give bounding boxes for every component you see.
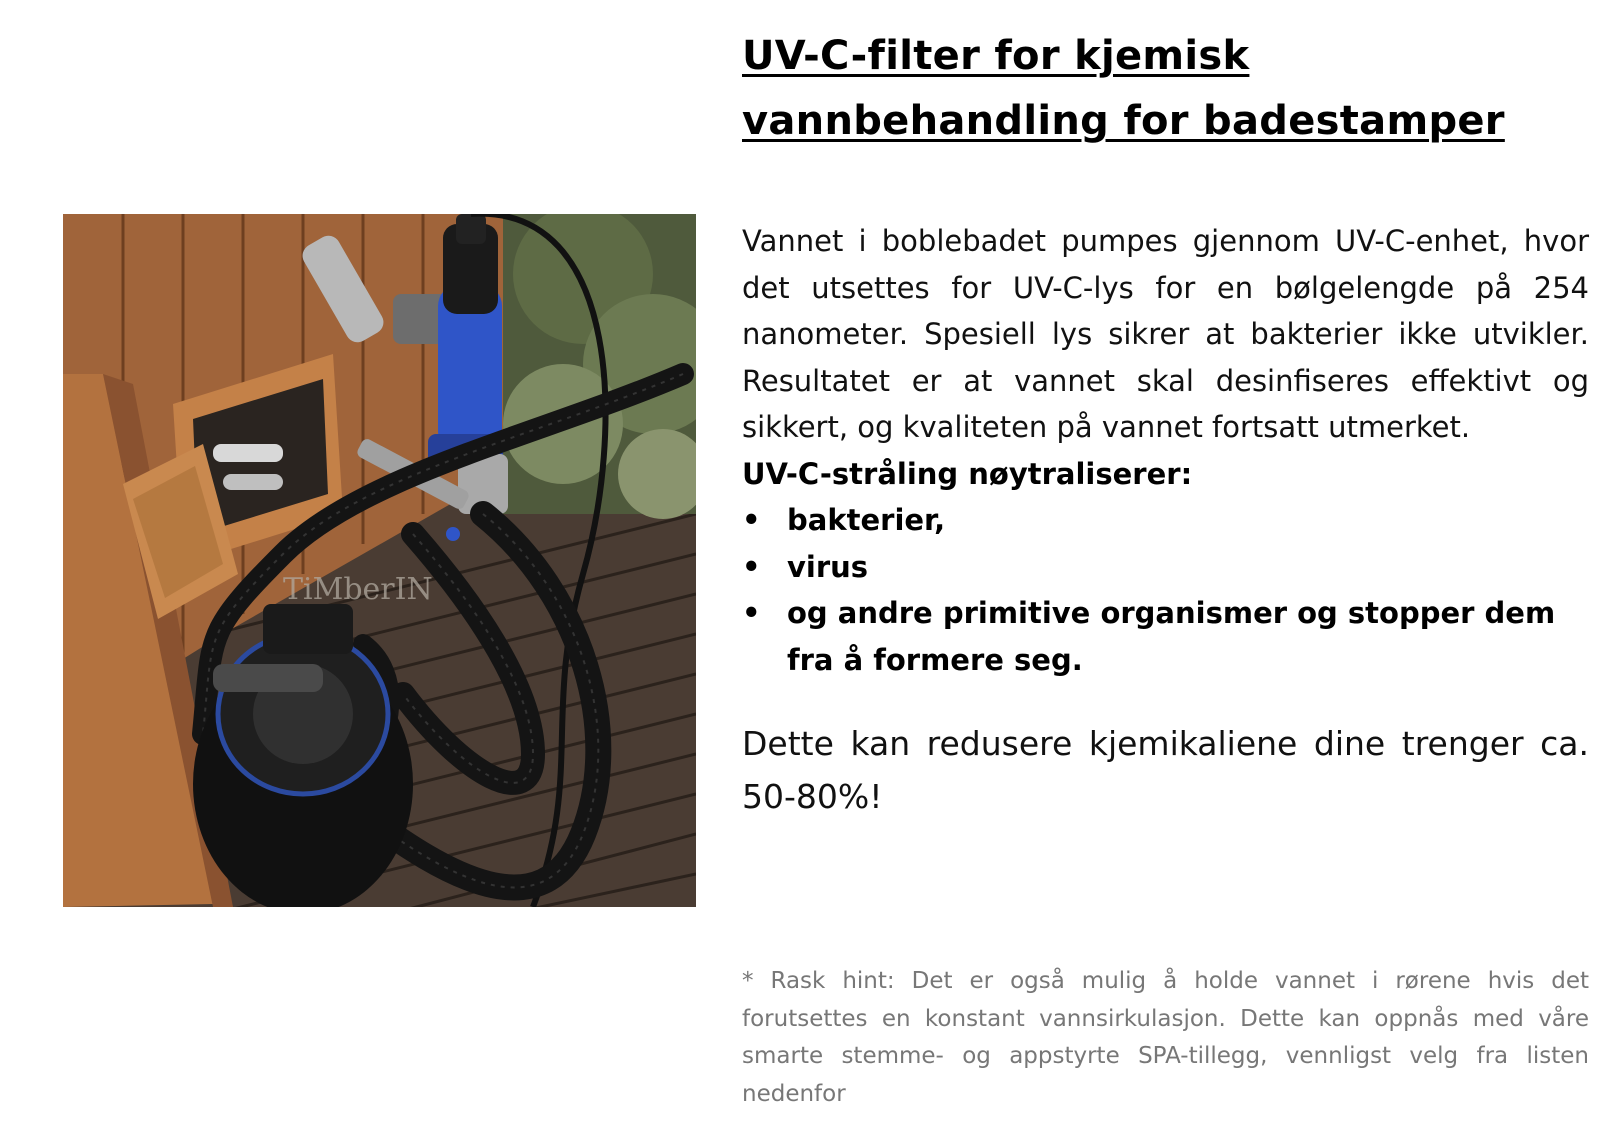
list-item-text: og andre primitive organismer og stopper dem fra å formere seg.	[787, 596, 1556, 677]
article-content	[742, 24, 1589, 1113]
hint-text: * Rask hint: Det er også mulig å holde vannet i rørene hvis det forutsettes en konstant vannsirkulasjon. Dette kan oppnås med våre smarte stemme- og appstyrte SPA-tillegg, vennligst velg fra listen nedenfor	[742, 968, 1589, 1107]
bullet-list-heading: UV-C-stråling nøytraliserer:	[742, 456, 1193, 491]
list-item-text: bakterier,	[787, 503, 946, 537]
list-item	[742, 497, 1589, 544]
bullet-icon: •	[742, 549, 761, 584]
list-item-text: virus	[787, 549, 869, 584]
bullet-icon: •	[742, 596, 761, 630]
list-item	[742, 544, 1589, 591]
product-photo	[63, 214, 696, 907]
intro-paragraph: Vannet i boblebadet pumpes gjennom UV-C-enhet, hvor det utsettes for UV-C-lys for en bølgelengde på 254 nanometer. Spesiell lys sikrer at bakterier ikke utvikler. Resultatet er at vannet skal desinfiseres effektivt og sikkert, og kvaliteten på vannet fortsatt utmerket.	[742, 224, 1589, 444]
watermark-text: TiMberIN	[283, 572, 433, 607]
neutralized-organisms-list	[742, 497, 1589, 683]
bullet-icon: •	[742, 503, 761, 537]
chemical-reduction-note: Dette kan redusere kjemikaliene dine trenger ca. 50-80%!	[742, 724, 1589, 816]
list-item	[742, 590, 1589, 683]
page-title: UV-C-filter for kjemisk vannbehandling for badestamper	[742, 33, 1505, 144]
